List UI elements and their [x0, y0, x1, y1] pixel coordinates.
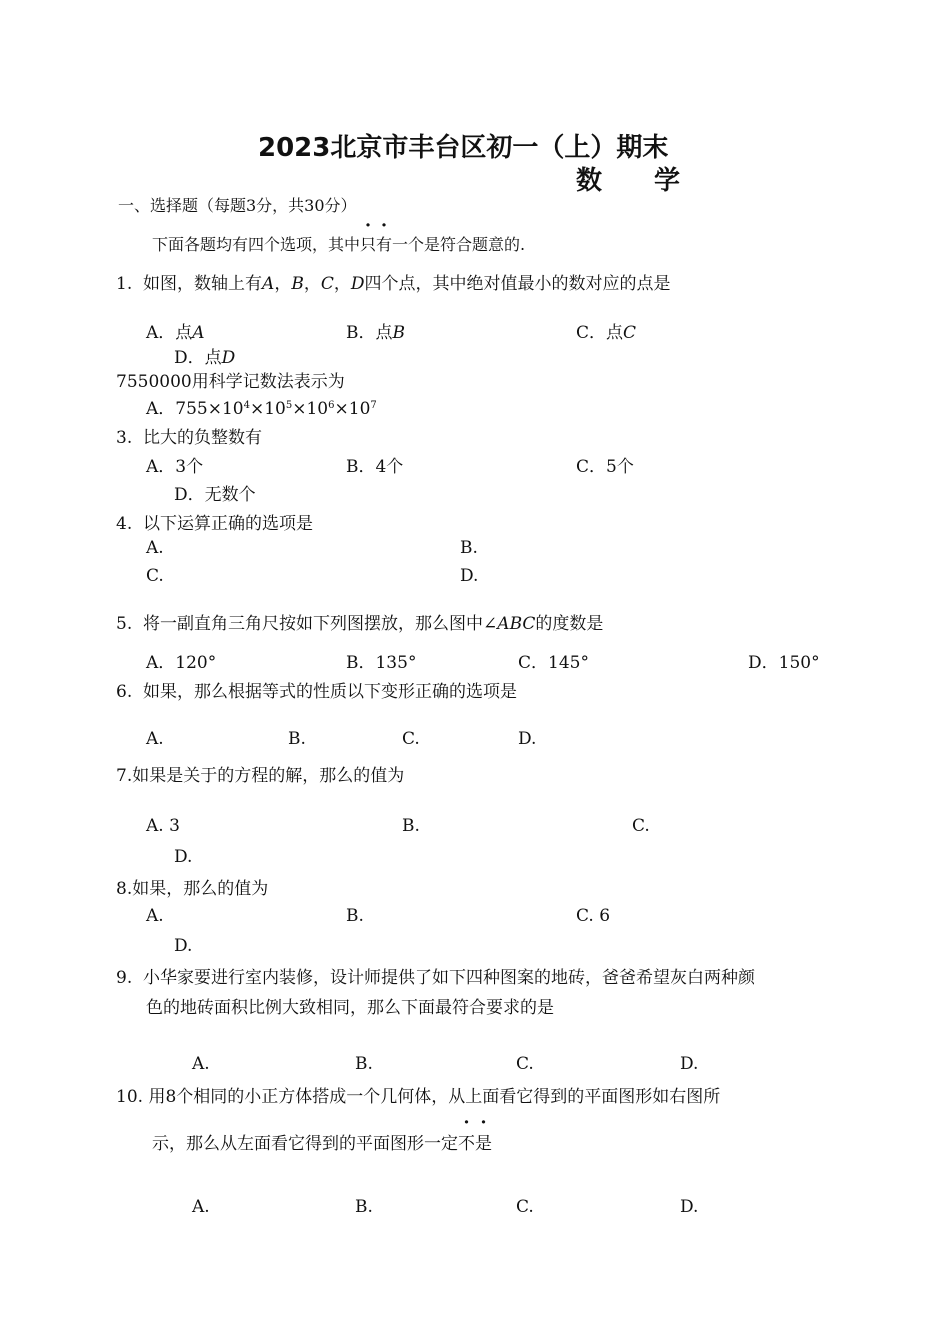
question-10-line-1: 10. 用8个相同的小正方体搭成一个几何体，从上面看它得到的平面图形如右图所: [116, 1087, 721, 1107]
q3-option-a[interactable]: A．3个: [146, 457, 204, 477]
q4-option-a[interactable]: A.: [146, 538, 164, 558]
q5-option-a[interactable]: A．120°: [146, 653, 217, 673]
q1-option-d[interactable]: D．点D: [174, 348, 236, 368]
q1-option-b[interactable]: B．点B: [346, 323, 405, 343]
q8-option-a[interactable]: A.: [146, 906, 164, 926]
q7-option-b[interactable]: B.: [402, 816, 420, 836]
question-7: 7.如果是关于的方程的解，那么的值为: [116, 766, 405, 786]
question-9-line-1: 9. 小华家要进行室内装修，设计师提供了如下四种图案的地砖，爸爸希望灰白两种颜: [116, 968, 756, 988]
emphasis-char: 只: [360, 235, 377, 254]
question-10-line-2: 示，那么从左面看它得到的平面图形一定不是: [152, 1129, 492, 1154]
q7-option-d[interactable]: D.: [174, 847, 193, 867]
q6-option-a[interactable]: A.: [146, 729, 164, 749]
q4-option-c[interactable]: C.: [146, 566, 164, 586]
page-title: 2023北京市丰台区初一（上）期末: [258, 133, 669, 163]
subject-char-2: 学: [654, 166, 681, 196]
q9-option-a[interactable]: A.: [192, 1054, 210, 1074]
q9-option-b[interactable]: B.: [355, 1054, 373, 1074]
q7-option-c[interactable]: C.: [632, 816, 650, 836]
q6-option-d[interactable]: D.: [518, 729, 537, 749]
emphasis-char: 是: [475, 1134, 492, 1154]
question-4: 4. 以下运算正确的选项是: [116, 514, 314, 534]
q6-option-b[interactable]: B.: [288, 729, 306, 749]
q7-option-a[interactable]: A. 3: [146, 816, 180, 836]
q5-option-d[interactable]: D．150°: [748, 653, 820, 673]
subject-title: [576, 160, 680, 197]
q10-option-c[interactable]: C.: [516, 1197, 534, 1217]
q9-option-d[interactable]: D.: [680, 1054, 699, 1074]
q8-option-d[interactable]: D.: [174, 936, 193, 956]
q10-option-d[interactable]: D.: [680, 1197, 699, 1217]
section-instruction: 下面各题均有四个选项，其中只有一个是符合题意的.: [152, 232, 525, 255]
q5-option-c[interactable]: C．145°: [518, 653, 589, 673]
question-1: 1. 如图，数轴上有A，B，C，D四个点，其中绝对值最小的数对应的点是: [116, 274, 671, 294]
question-6: 6. 如果，那么根据等式的性质以下变形正确的选项是: [116, 682, 518, 702]
emphasis-char: 不: [458, 1134, 475, 1154]
q4-option-b[interactable]: B.: [460, 538, 478, 558]
q8-option-c[interactable]: C. 6: [576, 906, 611, 926]
q5-option-b[interactable]: B．135°: [346, 653, 417, 673]
question-2: 7550000用科学记数法表示为: [116, 372, 345, 392]
q1-option-a[interactable]: A．点A: [146, 323, 205, 343]
q3-option-c[interactable]: C．5个: [576, 457, 634, 477]
q3-option-b[interactable]: B．4个: [346, 457, 404, 477]
q3-option-d[interactable]: D．无数个: [174, 485, 256, 505]
emphasis-char: 有: [376, 235, 393, 254]
question-5: 5. 将一副直角三角尺按如下列图摆放，那么图中∠ABC的度数是: [116, 614, 604, 634]
subject-char-1: 数: [576, 166, 603, 196]
q2-option-a[interactable]: A．$755\times 10^4\times 10^5\times 10^6\times 10^7$: [146, 399, 377, 419]
section-heading: 一、选择题（每题3分，共30分）: [118, 196, 357, 215]
q10-option-a[interactable]: A.: [192, 1197, 210, 1217]
q9-option-c[interactable]: C.: [516, 1054, 534, 1074]
q6-option-c[interactable]: C.: [402, 729, 420, 749]
question-8: 8.如果，那么的值为: [116, 879, 269, 899]
q8-option-b[interactable]: B.: [346, 906, 364, 926]
q4-option-d[interactable]: D.: [460, 566, 479, 586]
question-3: 3. 比大的负整数有: [116, 428, 263, 448]
q10-option-b[interactable]: B.: [355, 1197, 373, 1217]
q1-option-c[interactable]: C．点C: [576, 323, 637, 343]
question-9-line-2: 色的地砖面积比例大致相同，那么下面最符合要求的是: [146, 998, 554, 1018]
